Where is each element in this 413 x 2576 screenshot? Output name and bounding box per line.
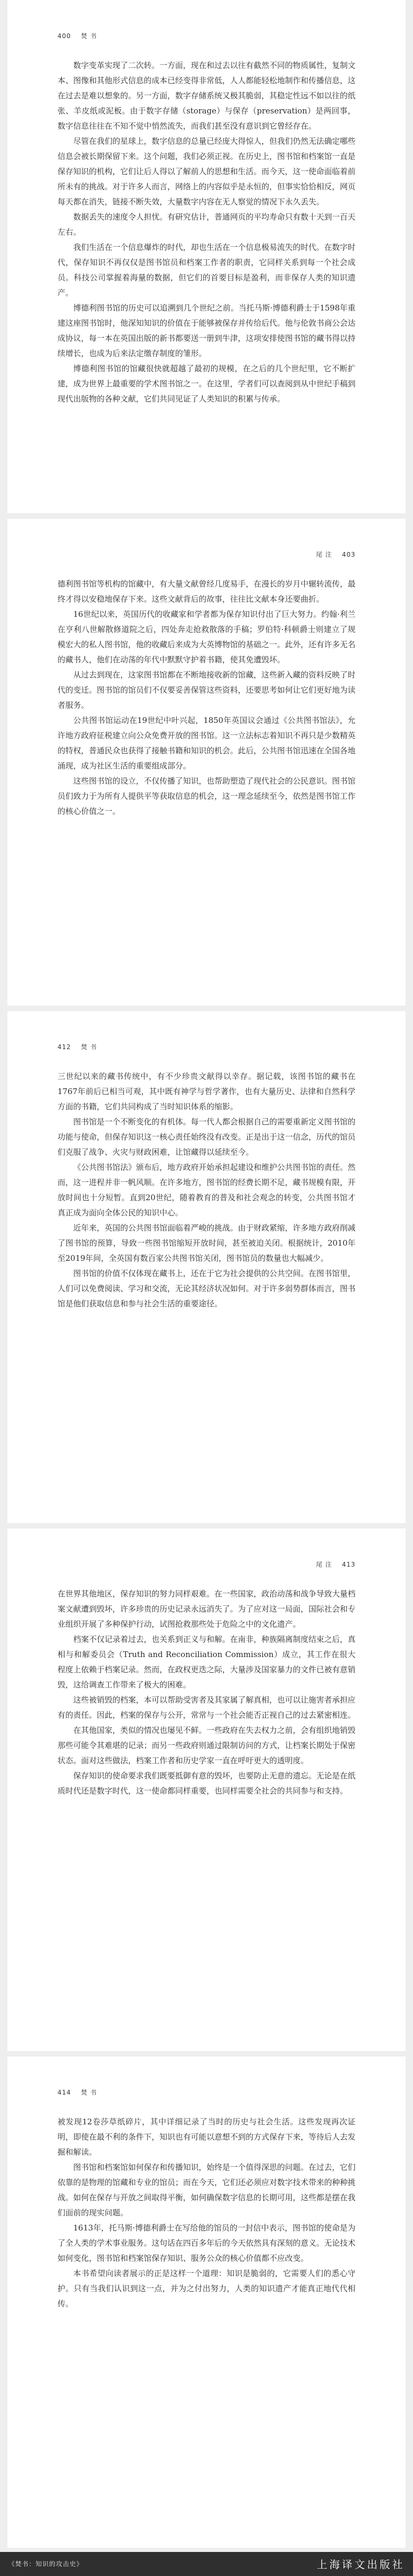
footer-bar <box>0 2552 413 2576</box>
paragraph: 图书馆是一个不断变化的有机体。每一代人都会根据自己的需要重新定义图书馆的功能与使命，但保存知识这一核心责任始终没有改变。正是出于这一信念，历代的馆员们克服了战争、火灾与财政困难，让馆藏得以延续至今。 <box>58 1117 356 1157</box>
paragraph: 博德利图书馆的馆藏很快就超越了最初的规模，在之后的几个世纪里，它不断扩建，成为世界上最重要的学术图书馆之一。在这里，学者们可以查阅到从中世纪手稿到现代出版物的各种文献，它们共同见证了人类知识的积累与传承。 <box>58 364 356 404</box>
paragraph: 这些被销毁的档案，本可以帮助受害者及其家属了解真相，也可以让施害者承担应有的责任。因此，档案的保存与公开，常常与一个社会能否正视自己的过去紧密相连。 <box>58 1695 356 1720</box>
page-number: 403 <box>342 551 355 558</box>
paragraph: 档案不仅记录着过去，也关系到正义与和解。在南非，种族隔离制度结束之后，真相与和解委员会（Truth and Reconciliation Commission）成立，其工作在很大程度上依赖于档案记录。然而，在政权更迭之际，大量涉及国家暴力的文件已被有意销毁，这给调查工作带来了极大的困难。 <box>58 1635 356 1689</box>
running-title: 尾 注 <box>316 551 332 558</box>
paragraph: 被发现12卷莎草纸碎片，其中详细记录了当时的历史与社会生活。这些发现再次证明，即使在最不利的条件下，知识也有可能以意想不到的方式保存下来，等待后人去发掘和解读。 <box>58 2117 356 2157</box>
running-title: 焚 书 <box>81 1043 97 1051</box>
paragraph: 博德利图书馆的历史可以追溯到几个世纪之前。当托马斯·博德利爵士于1598年重建这座图书馆时，他深知知识的价值在于能够被保存并传给后代。他与伦敦书商公会达成协议，每一本在英国出版的新书都要送一册到牛津，这项安排使图书馆的藏书得以持续增长，也成为后来法定缴存制度的雏形。 <box>58 303 356 358</box>
running-head <box>58 2088 355 2097</box>
paragraph: 这些图书馆的设立，不仅传播了知识，也帮助塑造了现代社会的公民意识。图书馆员们致力于为所有人提供平等获取信息的机会，这一理念延续至今，依然是图书馆工作的核心价值之一。 <box>58 776 356 816</box>
body-text <box>58 2114 355 2312</box>
paragraph: 公共图书馆运动在19世纪中叶兴起，1850年英国议会通过《公共图书馆法》，允许地方政府征税建立向公众免费开放的图书馆。这一立法标志着知识不再只是少数精英的特权，普通民众也获得了接触书籍和知识的机会。此后，公共图书馆迅速在全国各地涌现，成为社区生活的重要组成部分。 <box>58 716 356 770</box>
paragraph: 本书希望向读者展示的正是这样一个道理：知识是脆弱的，它需要人们的悉心守护。只有当我们认识到这一点，并为之付出努力，人类的知识遗产才能真正地代代相传。 <box>58 2269 355 2308</box>
paragraph: 我们生活在一个信息爆炸的时代，却也生活在一个信息极易流失的时代。在数字时代，保存知识不再仅仅是图书馆员和档案工作者的职责，它同样关系到每一个社会成员。科技公司掌握着海量的数据，但它们的首要目标是盈利，而非保存人类的知识遗产。 <box>58 243 356 297</box>
running-head <box>58 1042 355 1051</box>
paragraph: 图书馆和档案馆如何保存和传播知识，始终是一个值得深思的问题。在过去，它们依靠的是物理的馆藏和专业的馆员；而在今天，它们还必须应对数字技术带来的种种挑战。如何在保存与开放之间取得平衡，如何确保数字信息的长期可用，这些都是摆在我们面前的现实问题。 <box>58 2163 356 2217</box>
book-page-400 <box>7 0 406 513</box>
book-page-412 <box>7 1011 406 1523</box>
running-head <box>58 31 355 40</box>
body-text <box>58 1069 355 1312</box>
book-page-414 <box>7 2056 406 2548</box>
paragraph: 1613年，托马斯·博德利爵士在写给他的馆员的一封信中表示，图书馆的使命是为了全人类的学术事业服务。这句话在四百多年后的今天依然具有深刻的意义。无论技术如何变化，图书馆和档案馆保存知识、服务公众的核心价值都不应改变。 <box>58 2223 356 2263</box>
paragraph: 从过去到现在，这家图书馆都在不断地接收新的馆藏，这些新入藏的资料反映了时代的变迁。图书馆的馆员们不仅要妥善保管这些资料，还要思考如何让它们更好地为读者服务。 <box>58 670 356 710</box>
paragraph: 16世纪以来，英国历代的收藏家和学者都为保存知识付出了巨大努力。约翰·利兰在亨利八世解散修道院之后，四处奔走抢救散落的手稿；罗伯特·科顿爵士则建立了规模宏大的私人图书馆，他的收藏后来成为大英博物馆的基础之一。此外，还有许多无名的藏书人，他们在动荡的年代中默默守护着书籍，使其免遭毁坏。 <box>58 610 356 664</box>
paragraph: 图书馆的价值不仅体现在藏书上，还在于它为社会提供的公共空间。在图书馆里，人们可以免费阅读、学习和交流，无论其经济状况如何。对于许多弱势群体而言，图书馆是他们获取信息和参与社会生活的重要途径。 <box>58 1269 356 1308</box>
book-page-403 <box>7 519 406 1006</box>
paragraph: 数据丢失的速度令人担忧。有研究估计，普通网页的平均寿命只有数十天到一百天左右。 <box>58 212 356 237</box>
page-number: 412 <box>58 1043 71 1051</box>
paragraph: 数字变革实现了二次转。一方面，现在和过去以往有截然不同的物质属性，复制文本、图像和其他形式信息的成本已经变得非常低，人人都能轻松地制作和传播信息，这在过去是难以想象的。另一方面，数字存储系统又极其脆弱，其稳定性远不如以往的纸张、羊皮纸或泥板。由于数字存储（storage）与保存（preservation）是两回事，数字信息往往在不知不觉中悄然流失，而我们甚至没有意识到它曾经存在。 <box>58 61 356 131</box>
publisher-logo: 上海译文出版社 <box>317 2558 405 2571</box>
paragraph: 在其他国家，类似的情况也屡见不鲜。一些政府在失去权力之前，会有组织地销毁那些可能令其难堪的记录；而另一些政府则通过限制访问的方式，让档案长期处于保密状态。面对这些做法，档案工作者和历史学家一直在呼吁更大的透明度。 <box>58 1726 356 1765</box>
body-text <box>58 58 355 407</box>
paragraph: 尽管在我们的星球上，数字信息的总量已经庞大得惊人，但我们仍然无法确定哪些信息会被长期保留下来。这个问题，我们必须正视。在历史上，图书馆和档案馆一直是保存知识的机构，它们让后人得以了解前人的思想和生活。而今天，这一使命面临着前所未有的挑战。对于许多人而言，网络上的内容似乎是永恒的，但事实恰恰相反，网页每天都在消失，链接不断失效，大量数字内容在无人察觉的情况下永久丢失。 <box>58 136 356 206</box>
page-number: 400 <box>58 32 71 40</box>
running-title: 焚 书 <box>81 32 97 40</box>
body-text <box>58 1586 355 1799</box>
body-text <box>58 577 355 819</box>
running-head <box>58 550 355 559</box>
paragraph: 在世界其他地区，保存知识的努力同样艰难。在一些国家，政治动荡和战争导致大量档案文献遭到毁坏，许多珍贵的历史记录永远消失了。为了应对这一局面，国际社会和专业组织开展了多种保护行动，试图抢救那些处于危险之中的文化遗产。 <box>58 1589 356 1629</box>
page-number: 413 <box>342 1561 355 1568</box>
paragraph: 近年来，英国的公共图书馆面临着严峻的挑战。由于财政紧缩，许多地方政府削减了图书馆的预算，导致一些图书馆缩短开放时间，甚至被迫关闭。根据统计，2010年至2019年间，全英国有数百家公共图书馆关闭，图书馆员的数量也大幅减少。 <box>58 1223 356 1263</box>
paragraph: 三世纪以来的藏书传统中，有不少珍贵文献得以幸存。据记载，该图书馆的藏书在1767年前后已相当可观，其中既有神学与哲学著作，也有大量历史、法律和自然科学方面的书籍，它们共同构成了当时知识体系的缩影。 <box>58 1072 355 1111</box>
running-title: 尾 注 <box>316 1561 332 1568</box>
paragraph: 德利图书馆等机构的馆藏中，有大量文献曾经几度易手，在漫长的岁月中辗转流传，最终才得以安稳地保存下来。这些文献背后的故事，往往比文献本身还要曲折。 <box>58 579 356 604</box>
page-number: 414 <box>58 2089 71 2096</box>
paragraph: 保存知识的使命要求我们既要抵御有意的毁坏，也要防止无意的遗忘。无论是在纸质时代还是数字时代，这一使命都同样重要，也同样需要全社会的共同参与和支持。 <box>58 1771 356 1796</box>
book-title-caption: 《焚书：知识的攻击史》 <box>8 2560 84 2568</box>
running-title: 焚 书 <box>81 2089 97 2096</box>
paragraph: 《公共图书馆法》颁布后，地方政府开始承担起建设和维护公共图书馆的责任。然而，这一进程并非一帆风顺。在许多地方，图书馆的经费长期不足，藏书规模有限，开放时间也十分短暂。直到20世纪，随着教育的普及和社会观念的转变，公共图书馆才真正成为面向全体公民的知识中心。 <box>58 1163 356 1217</box>
book-page-413 <box>7 1528 406 2051</box>
running-head <box>58 1560 355 1569</box>
